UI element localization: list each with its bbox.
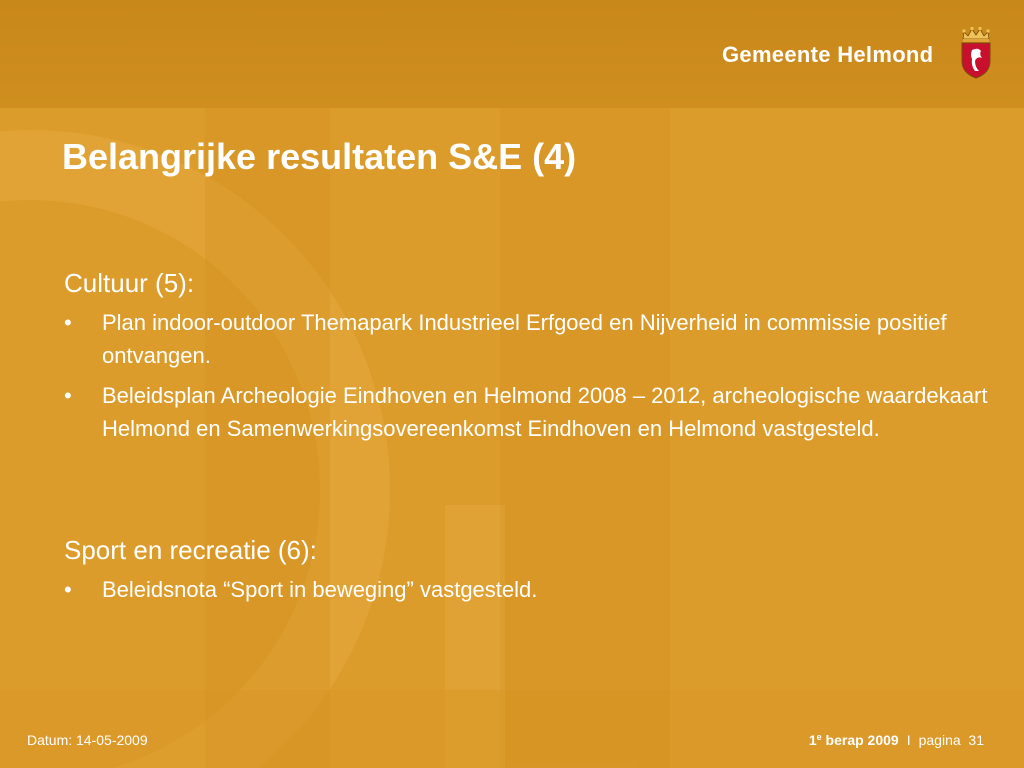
- footer-edition-superscript: e: [816, 732, 822, 742]
- bullet-list: [64, 573, 1014, 606]
- section-heading: Cultuur (5):: [64, 268, 195, 298]
- section-sport-en-recreatie: [64, 531, 1014, 613]
- background-floor: [0, 690, 1024, 768]
- slide-title: Belangrijke resultaten S&E (4): [62, 136, 577, 177]
- footer-edition-text: berap 2009: [821, 732, 899, 748]
- bullet-icon: •: [64, 310, 72, 335]
- brand-name: Gemeente Helmond: [722, 42, 934, 67]
- bullet-text: Beleidsplan Archeologie Eindhoven en Helmond 2008 – 2012, archeologische waardekaart Helmond en Samenwerkingsovereenkomst Eindhoven en Helmond vastgesteld.: [102, 383, 988, 441]
- section-cultuur: [64, 264, 1014, 452]
- footer-edition: [809, 732, 899, 748]
- footer-page-label: pagina: [918, 732, 961, 748]
- section-heading: Sport en recreatie (6):: [64, 535, 317, 565]
- bullet-icon: •: [64, 577, 72, 602]
- bullet-text: Plan indoor-outdoor Themapark Industrieel Erfgoed en Nijverheid in commissie positief ontvangen.: [102, 310, 947, 368]
- bullet-list: [64, 306, 1014, 445]
- list-item: [64, 306, 1014, 372]
- footer-page-info: [809, 732, 984, 748]
- bullet-text: Beleidsnota “Sport in beweging” vastgesteld.: [102, 577, 538, 602]
- helmond-coat-of-arms-icon: [958, 26, 994, 80]
- list-item: [64, 379, 1014, 445]
- footer-edition-number: 1: [808, 732, 817, 748]
- list-item: [64, 573, 1014, 606]
- footer-date: Datum: 14-05-2009: [27, 732, 148, 748]
- footer-page-number: 31: [968, 732, 984, 748]
- footer-separator: I: [906, 732, 911, 748]
- bullet-icon: •: [64, 383, 72, 408]
